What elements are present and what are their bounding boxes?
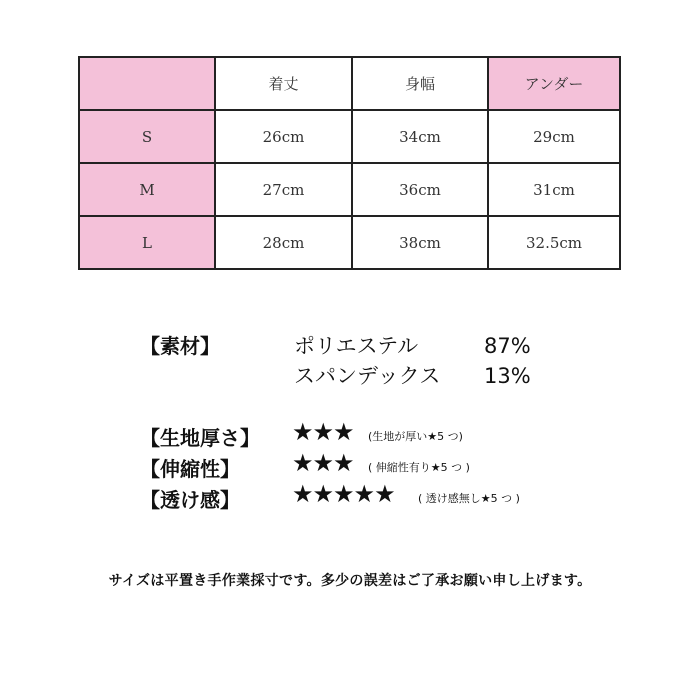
size-table [78, 56, 621, 270]
length-cell: 27cm [215, 163, 352, 216]
width-cell: 38cm [352, 216, 488, 269]
table-row [79, 163, 620, 216]
material-row [294, 360, 531, 390]
header-under: アンダー [488, 57, 620, 110]
table-row [79, 216, 620, 269]
under-cell: 29cm [488, 110, 620, 163]
size-label: L [79, 216, 215, 269]
material-name: ポリエステル [294, 334, 419, 358]
under-cell: 32.5cm [488, 216, 620, 269]
rating-label: 【透け感】 [140, 488, 240, 512]
size-label: S [79, 110, 215, 163]
length-cell: 26cm [215, 110, 352, 163]
header-corner [79, 57, 215, 110]
rating-label: 【伸縮性】 [140, 457, 240, 481]
header-length: 着丈 [215, 57, 352, 110]
material-name: スパンデックス [294, 364, 441, 388]
material-percent: 13% [484, 364, 531, 388]
star-rating-icon: ★★★ [292, 449, 354, 477]
footer-note: サイズは平置き手作業採寸です。多少の誤差はご了承お願い申し上げます。 [108, 573, 592, 589]
size-label: M [79, 163, 215, 216]
table-row [79, 110, 620, 163]
header-width: 身幅 [352, 57, 488, 110]
length-cell: 28cm [215, 216, 352, 269]
rating-note: (生地が厚い★5 つ) [368, 430, 463, 443]
width-cell: 34cm [352, 110, 488, 163]
material-row [294, 330, 531, 360]
material-percent: 87% [484, 334, 531, 358]
star-rating-icon: ★★★ [292, 418, 354, 446]
table-header-row [79, 57, 620, 110]
width-cell: 36cm [352, 163, 488, 216]
rating-label: 【生地厚さ】 [140, 426, 260, 450]
under-cell: 31cm [488, 163, 620, 216]
material-label: 【素材】 [140, 334, 220, 358]
rating-note: ( 透け感無し★5 つ ) [418, 492, 520, 505]
rating-note: ( 伸縮性有り★5 つ ) [368, 461, 470, 474]
star-rating-icon: ★★★★★ [292, 480, 395, 508]
